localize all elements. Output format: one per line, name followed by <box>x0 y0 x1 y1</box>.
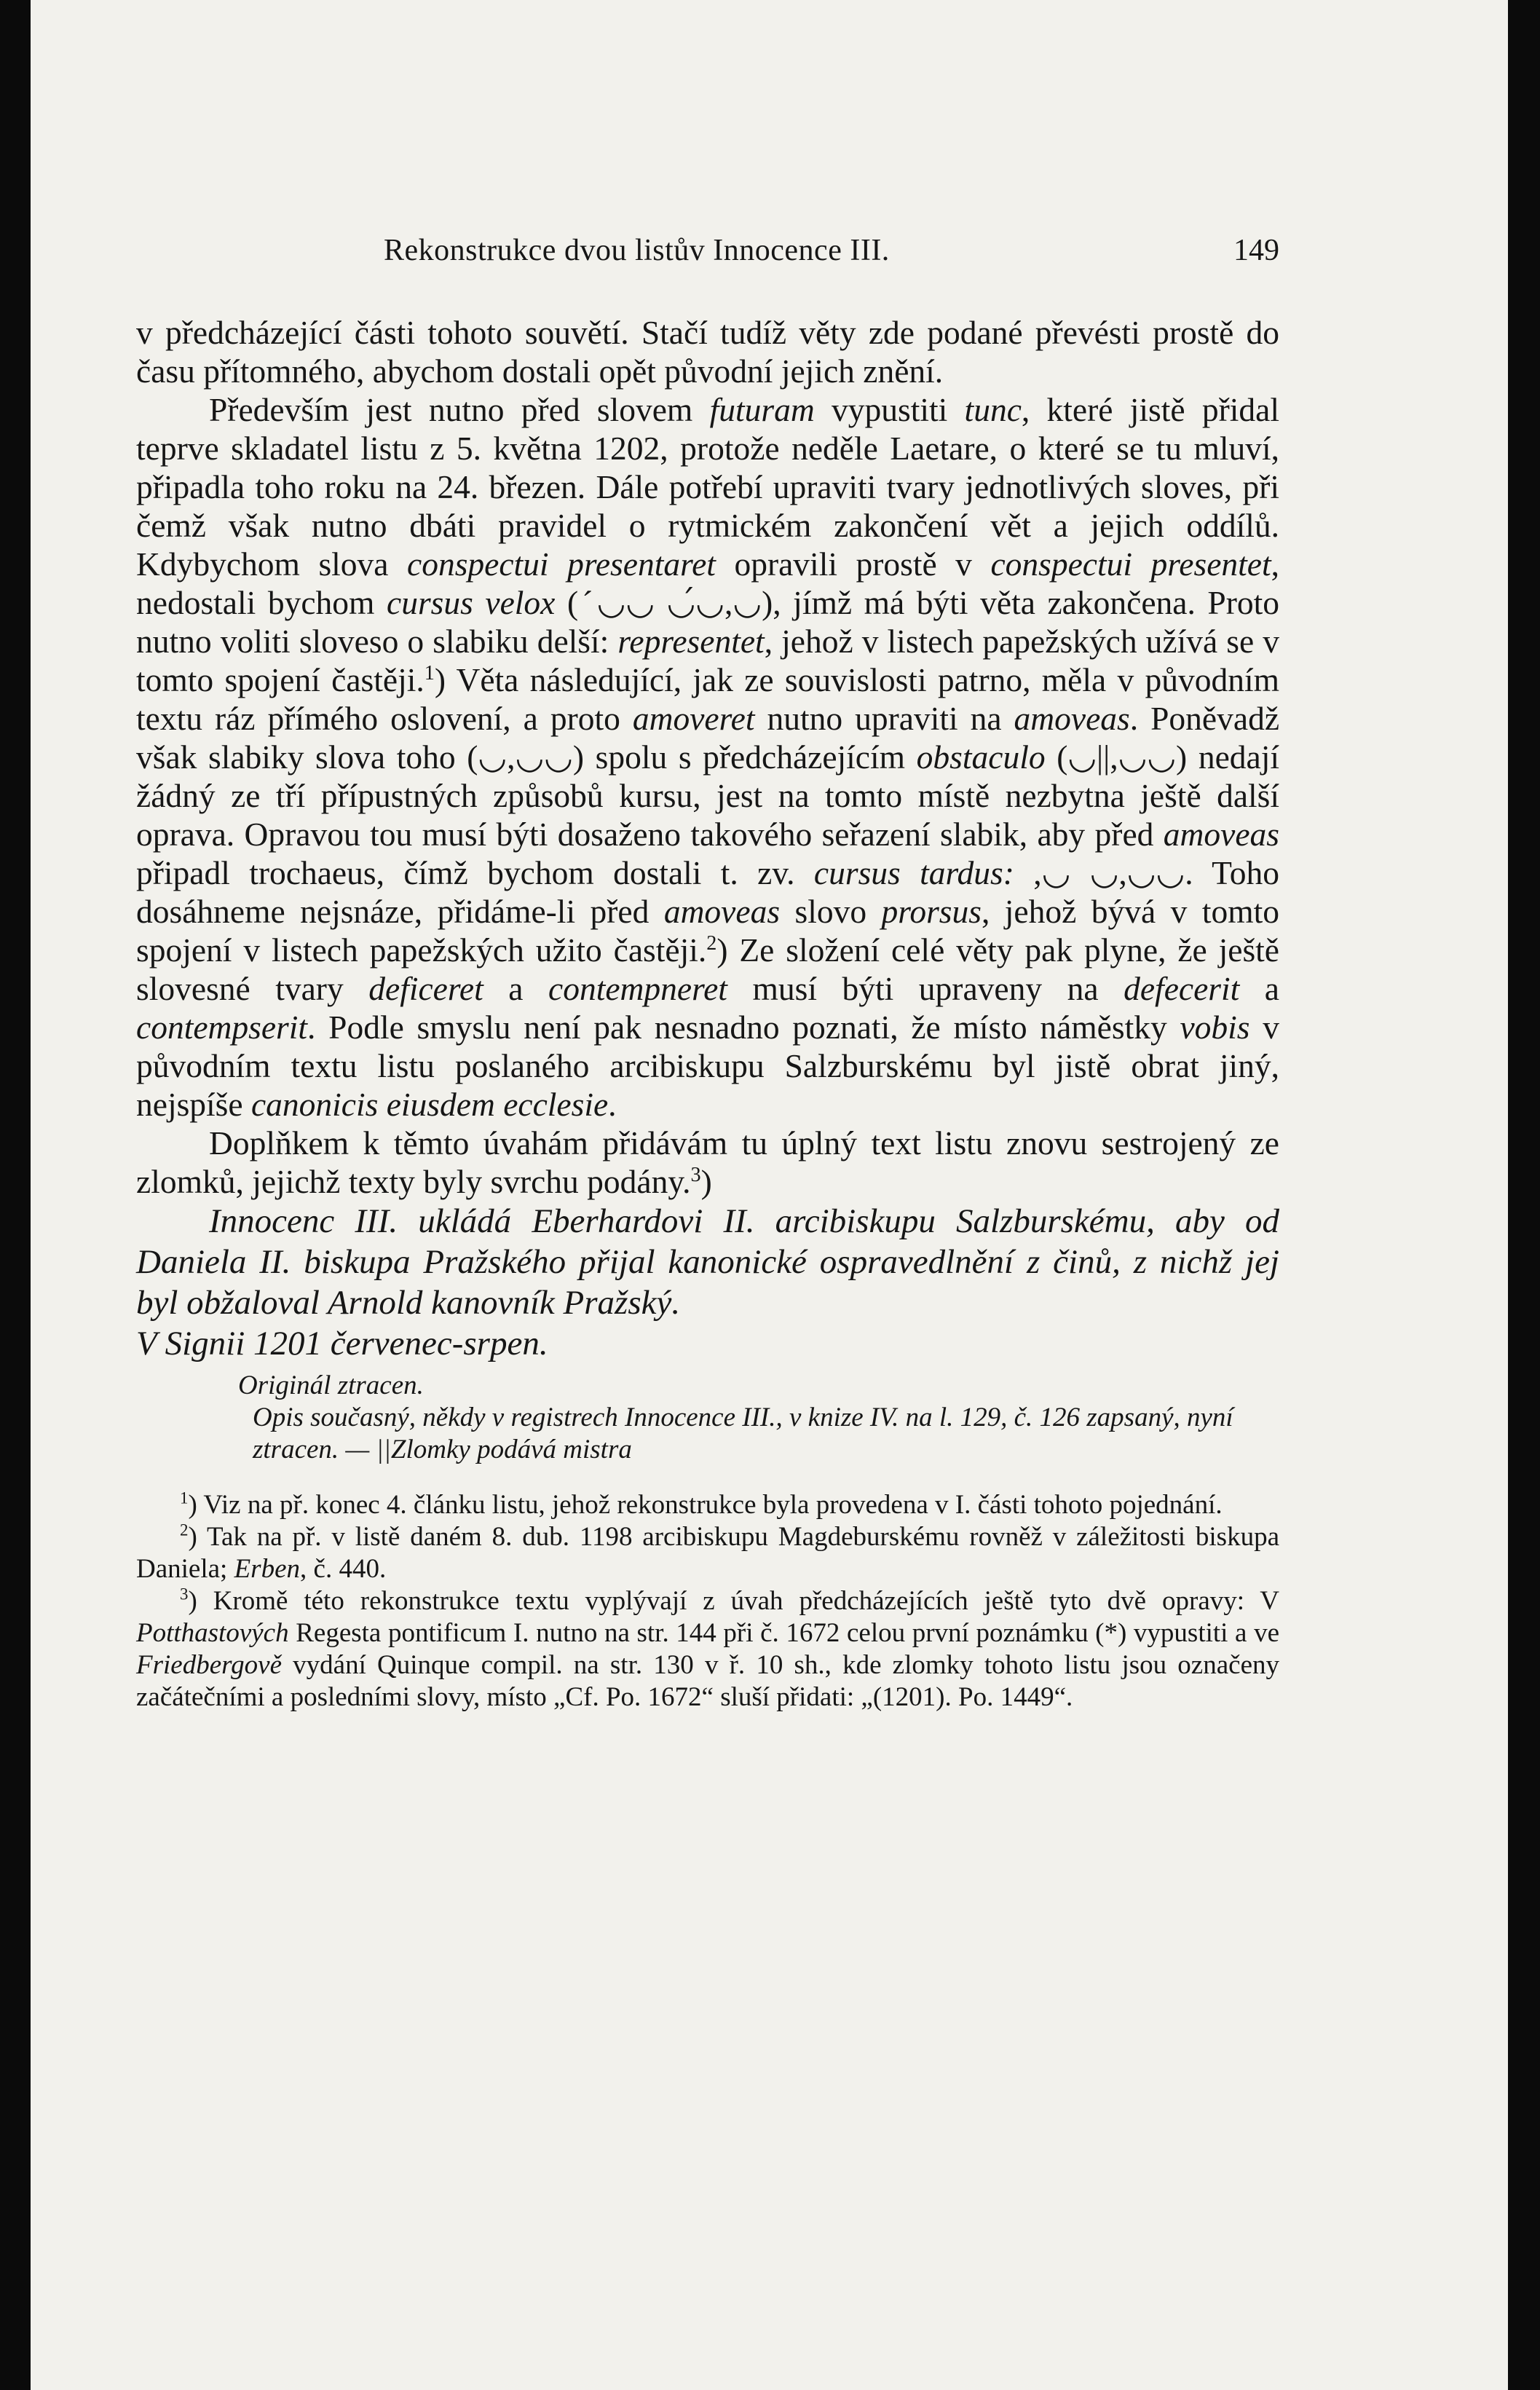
source-note-copy: Opis současný, někdy v registrech Innocence III., v knize IV. na l. 129, č. 126 zapsaný, nyní ztracen. — ||Zlomky podává mistra <box>253 1403 1233 1464</box>
footnote-1: $^1$) Viz na př. konec 4. článku listu, jehož rekonstrukce byla provedena v I. části tohoto pojednání. <box>180 1488 1223 1520</box>
paragraph-2: Především jest nutno před slovem futuram vypustiti tunc, které jistě přidal teprve skladatel listu z 5. května 1202, protože neděle Laetare, o které se tu mluví, připadla toho roku na 24. březen. Dále potřebí upraviti tvary jednotlivých sloves, při čemž však nutno dbáti pravidel o rytmickém zakončení vět a jejich oddílů. Kdybychom slova conspectui presentaret opravili prostě v conspectui presentet, nedostali bychom cursus velox (ˊ◡◡ ◡́◡,◡), jímž má býti věta zakončena. Proto nutno voliti sloveso o slabiku delší: representet, jehož v listech papežských užívá se v tomto spojení častěji.$^1$) Věta následující, jak ze souvislosti patrno, měla v původním textu ráz přímého oslovení, a proto amoveret nutno upraviti na amoveas. Poněvadž však slabiky slova toho (◡,◡◡) spolu s předcházejícím obstaculo (◡||,◡◡) nedají žádný ze tří přípustných způsobů kursu, jest na tomto místě nezbytna ještě další oprava. Opravou tou musí býti dosaženo takového seřazení slabik, aby před amoveas připadl trochaeus, čímž bychom dostali t. zv. cursus tardus: ,◡ ◡,◡◡. Toho dosáhneme nejsnáze, přidáme-li před amoveas slovo prorsus, jehož bývá v tomto spojení v listech papežských užito častěji.$^2$) Ze složení celé věty pak plyne, že ještě slovesné tvary deficeret a contempneret musí býti upraveny na defecerit a contempserit. Podle smyslu není pak nesnadno poznati, že místo náměstky vobis v původním textu listu poslaného arcibiskupu Salzburskému byl jistě obrat jiný, nejspíše canonicis eiusdem ecclesie. <box>136 391 1280 1123</box>
paragraph-3: Doplňkem k těmto úvahám přidávám tu úplný text listu znovu sestrojený ze zlomků, jejichž texty byly svrchu podány.$^3$) <box>136 1124 1279 1200</box>
source-notes <box>136 1370 1279 1466</box>
source-note-original: Originál ztracen. <box>238 1370 424 1400</box>
document-heading: Innocenc III. ukládá Eberhardovi II. arcibiskupu Salzburskému, aby od Daniela II. biskupa Pražského přijal kanonické ospravedlnění z činů, z nichž jej byl obžaloval Arnold kanovník Pražský. <box>136 1202 1279 1322</box>
footnote-3: $^3$) Kromě této rekonstrukce textu vyplývají z úvah předcházejících ještě tyto dvě opravy: V Potthastových Regesta pontificum I. nutno na str. 144 při č. 1672 celou první poznámku (*) vypustiti a ve Friedbergově vydání Quinque compil. na str. 130 v ř. 10 sh., kde zlomky tohoto listu jsou označeny začátečními a posledními slovy, místo „Cf. Po. 1672“ sluší přidati: „(1201). Po. 1449“. <box>136 1585 1279 1712</box>
document-dating: V Signii 1201 červenec-srpen. <box>136 1325 548 1362</box>
scanned-page <box>31 0 1508 2390</box>
main-text <box>136 313 1279 1713</box>
page-header <box>136 233 1279 277</box>
footnotes <box>136 1489 1279 1713</box>
paragraph-1: v předcházející části tohoto souvětí. Stačí tudíž věty zde podané převésti prostě do času přítomného, abychom dostali opět původní jejich znění. <box>136 314 1279 390</box>
page-number: 149 <box>1233 234 1279 267</box>
running-title: Rekonstrukce dvou listův Innocence III. <box>384 234 890 267</box>
footnote-2: $^2$) Tak na př. v listě daném 8. dub. 1198 arcibiskupu Magdeburskému rovněž v záležitosti biskupa Daniela; Erben, č. 440. <box>136 1521 1279 1584</box>
